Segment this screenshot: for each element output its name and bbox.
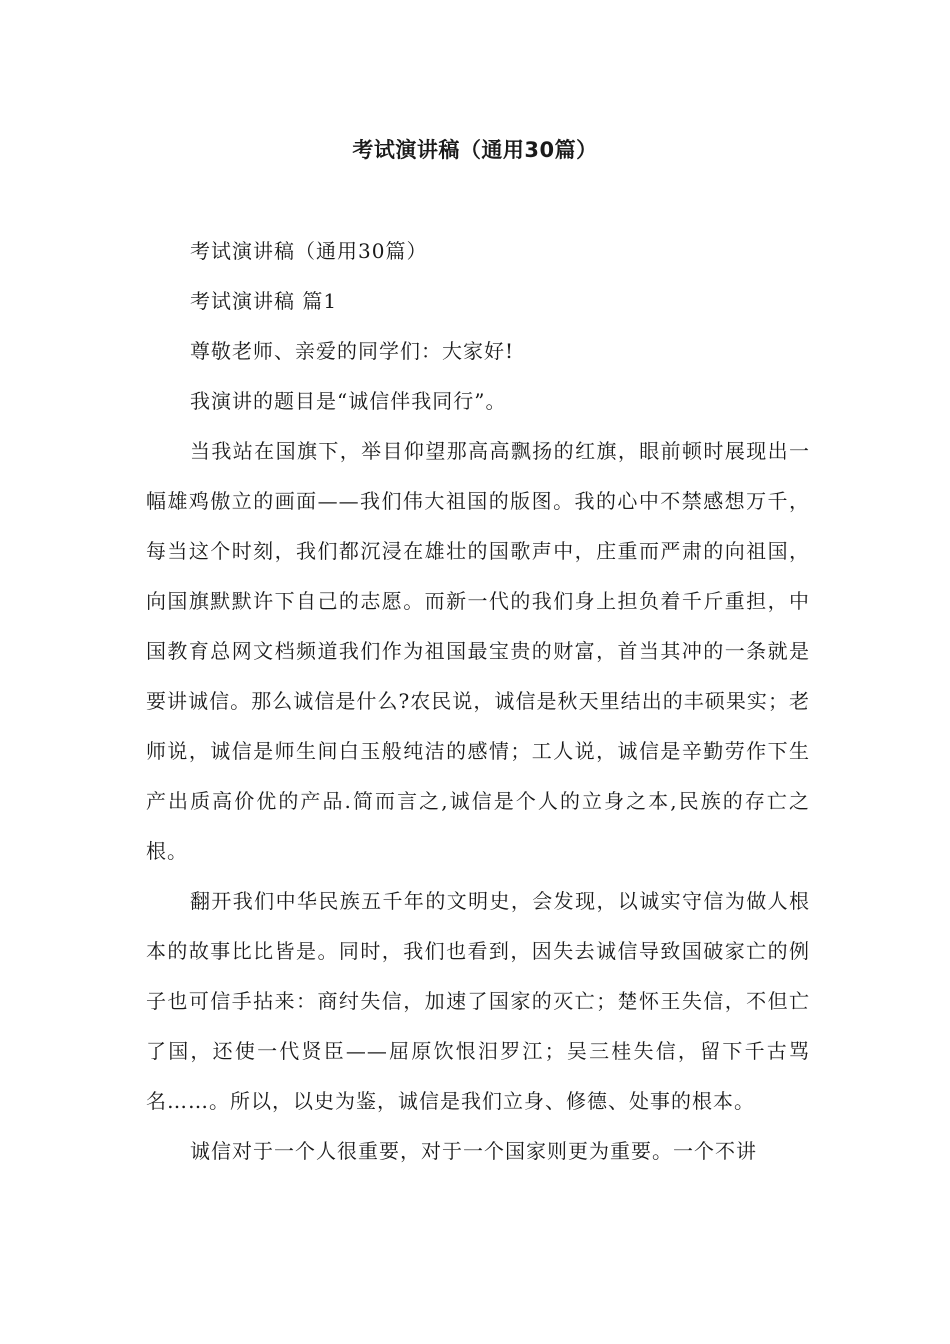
paragraph-body: 翻开我们中华民族五千年的文明史，会发现，以诚实守信为做人根本的故事比比皆是。同时，我们也看到，因失去诚信导致国破家亡的例子也可信手拈来：商纣失信，加速了国家的灭亡；楚怀王失信，不但亡了国，还使一代贤臣——屈原饮恨汨罗江；吴三桂失信，留下千古骂名……。所以，以史为鉴，诚信是我们立身、修德、处事的根本。 xyxy=(146,889,810,1113)
paragraph-topic: 我演讲的题目是“诚信伴我同行”。 xyxy=(190,389,507,413)
document-body xyxy=(146,226,810,1176)
paragraph-section-heading: 考试演讲稿 篇1 xyxy=(190,289,338,313)
paragraph-subtitle: 考试演讲稿（通用30篇） xyxy=(190,239,428,263)
document-title: 考试演讲稿（通用30篇） xyxy=(352,138,598,162)
paragraph-body: 诚信对于一个人很重要，对于一个国家则更为重要。一个不讲 xyxy=(190,1139,757,1163)
paragraph-greeting: 尊敬老师、亲爱的同学们：大家好! xyxy=(190,339,515,363)
paragraph-body: 当我站在国旗下，举目仰望那高高飘扬的红旗，眼前顿时展现出一幅雄鸡傲立的画面——我们伟大祖国的版图。我的心中不禁感想万千，每当这个时刻，我们都沉浸在雄壮的国歌声中，庄重而严肃的向祖国，向国旗默默许下自己的志愿。而新一代的我们身上担负着千斤重担，中国教育总网文档频道我们作为祖国最宝贵的财富，首当其冲的一条就是要讲诚信。那么诚信是什么?农民说，诚信是秋天里结出的丰硕果实；老师说，诚信是师生间白玉般纯洁的感情；工人说，诚信是辛勤劳作下生产出质高价优的产品.简而言之,诚信是个人的立身之本,民族的存亡之根。 xyxy=(146,439,810,863)
